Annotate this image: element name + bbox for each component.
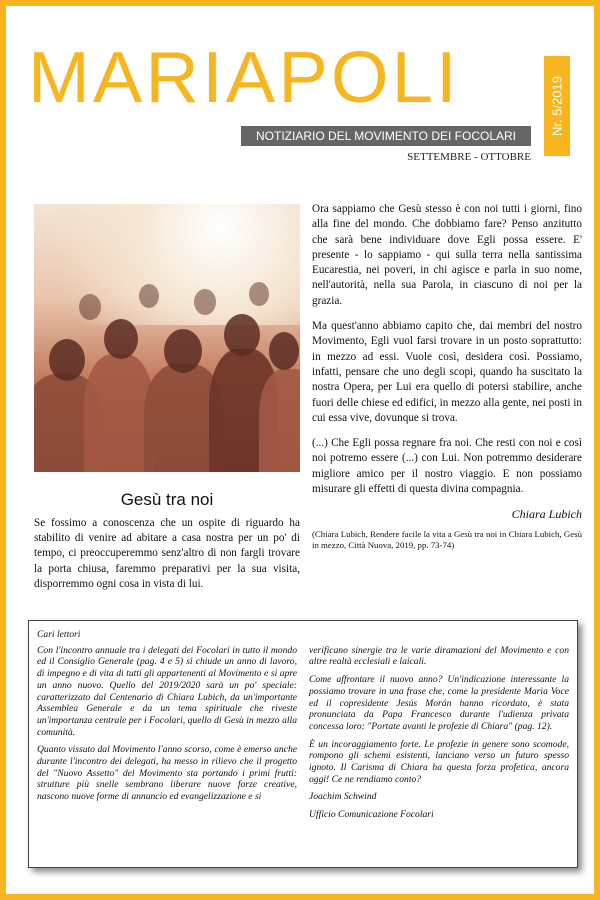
subtitle-bar: NOTIZIARIO DEL MOVIMENTO DEI FOCOLARI (241, 126, 531, 146)
letter-paragraph: Come affrontare il nuovo anno? Un'indicazione interessante la possiamo trovare in una frase che, come la presidente Maria Voce ed il copresidente Jesús Morán hanno ricordato, è stata pronunciata da Papa Francesco durante l'udienza privata concessa loro: "Portate avanti le profezie di Chiara" (pag. 12). (309, 674, 569, 732)
photo-figure (259, 369, 300, 472)
issue-number: Nr. 5/2019 (549, 76, 565, 136)
letter-paragraph: verificano sinergie tra le varie diramazioni del Movimento e con altre realtà ecclesiali e laicali. (309, 644, 569, 668)
issue-number-tab (544, 56, 570, 156)
photo-head (104, 319, 138, 359)
letter-columns (37, 645, 569, 827)
article-paragraph: Ma quest'anno abbiamo capito che, dai membri del nostro Movimento, Egli vuol farsi trovare in un posto soprattutto: in mezzo ad essi. Vuole così, desidera così. Possiamo, infatti, pensare che uno degli scopi, quando ha suscitato la nostra Opera, per Lui era quello di potersi stabilire, anche fuori delle chiese ed edifici, in mezzo alla gente, nei posti in cui essa vive, dovunque si trova. (312, 320, 582, 424)
editorial-letter (37, 629, 569, 827)
article-citation: (Chiara Lubich, Rendere facile la vita a Gesù tra noi in Chiara Lubich, Gesù in mezzo, Città Nuova, 2019, pp. 73-74) (312, 528, 582, 551)
article-paragraph: (...) Che Egli possa regnare fra noi. Che resti con noi e così noi potremo essere (...) con Lui. Non potremmo desiderare migliore amico per il nostro viaggio. E non possiamo misurare gli effetti di questa divina compagnia. (312, 437, 582, 496)
photo-head (139, 284, 159, 308)
letter-paragraph: È un incoraggiamento forte. Le profezie in genere sono scomode, rompono gli schemi esistenti, lanciano verso un futuro spesso ignoto. Il Carisma di Chiara ha questa forza profetica, ancora oggi! Ce ne rendiamo conto? (309, 738, 569, 785)
letter-column-left (37, 645, 297, 827)
photo-head (164, 329, 202, 373)
letter-paragraph: Con l'incontro annuale tra i delegati dei Focolari in tutto il mondo ed il Consiglio Generale (pag. 4 e 5) si chiude un anno di lavoro, di impegno e di vita di tutti gli appartenenti al Movimento e si apre un anno nuovo. Quello del 2019/2020 sarà un po' speciale: caratterizzato dal Centenario di Chiara Lubich, da un'importante Assemblea Generale e da un tema spirituale che riveste un'importanza centrale per i Focolari, quello di Gesù in mezzo alla comunità. (37, 644, 297, 738)
article-intro: Se fossimo a conoscenza che un ospite di riguardo ha stabilito di venire ad abitare a casa nostra per un po' di tempo, ci preoccuperemmo senz'altro di non fargli trovare la porta chiusa, faremmo preparativi per la sua visita, disporremmo ogni cosa in vista di lui. (34, 517, 300, 590)
article-signature: Chiara Lubich (511, 507, 582, 522)
photo-head (249, 282, 269, 306)
letter-signer-role: Ufficio Comunicazione Focolari (309, 809, 434, 821)
photo-head (224, 314, 260, 356)
photo-head (79, 294, 101, 320)
article-body (312, 202, 582, 562)
photo-head (49, 339, 85, 381)
photo-light (34, 204, 300, 325)
editorial-letter-box (28, 620, 578, 868)
letter-greeting: Cari lettori (37, 629, 81, 640)
photo-head (194, 289, 216, 315)
masthead-title: MARIAPOLI (28, 38, 460, 118)
letter-paragraph: Quanto vissuto dal Movimento l'anno scorso, come è emerso anche durante l'incontro dei delegati, ha messo in rilievo che il progetto del "Nuovo Assetto" del Movimento sta portando i primi frutti: strutture più snelle sembrano liberare nuove forze creative, nascono nuove forme di annuncio ed evangelizzazione e si (37, 744, 297, 803)
crowd-photo (34, 204, 300, 472)
letter-column-right (309, 645, 569, 827)
article-title: Gesù tra noi (120, 490, 214, 509)
issue-period: SETTEMBRE - OTTOBRE (407, 151, 531, 163)
article-paragraph: Ora sappiamo che Gesù stesso è con noi tutti i giorni, fino alla fine del mondo. Che dobbiamo fare? Penso anzitutto che sarà bene individuare dove Egli possa essere. E' presente - lo sappiamo - qui sulla terra nella santissima Eucarestia, nei poveri, in chi agisce e parla in suo nome, nell'autorità, nella sua Parola, in ciascuno di noi per la grazia. (312, 203, 582, 307)
masthead (28, 38, 558, 122)
letter-signer-name: Joachim Schwind (309, 791, 377, 803)
photo-head (269, 332, 299, 370)
